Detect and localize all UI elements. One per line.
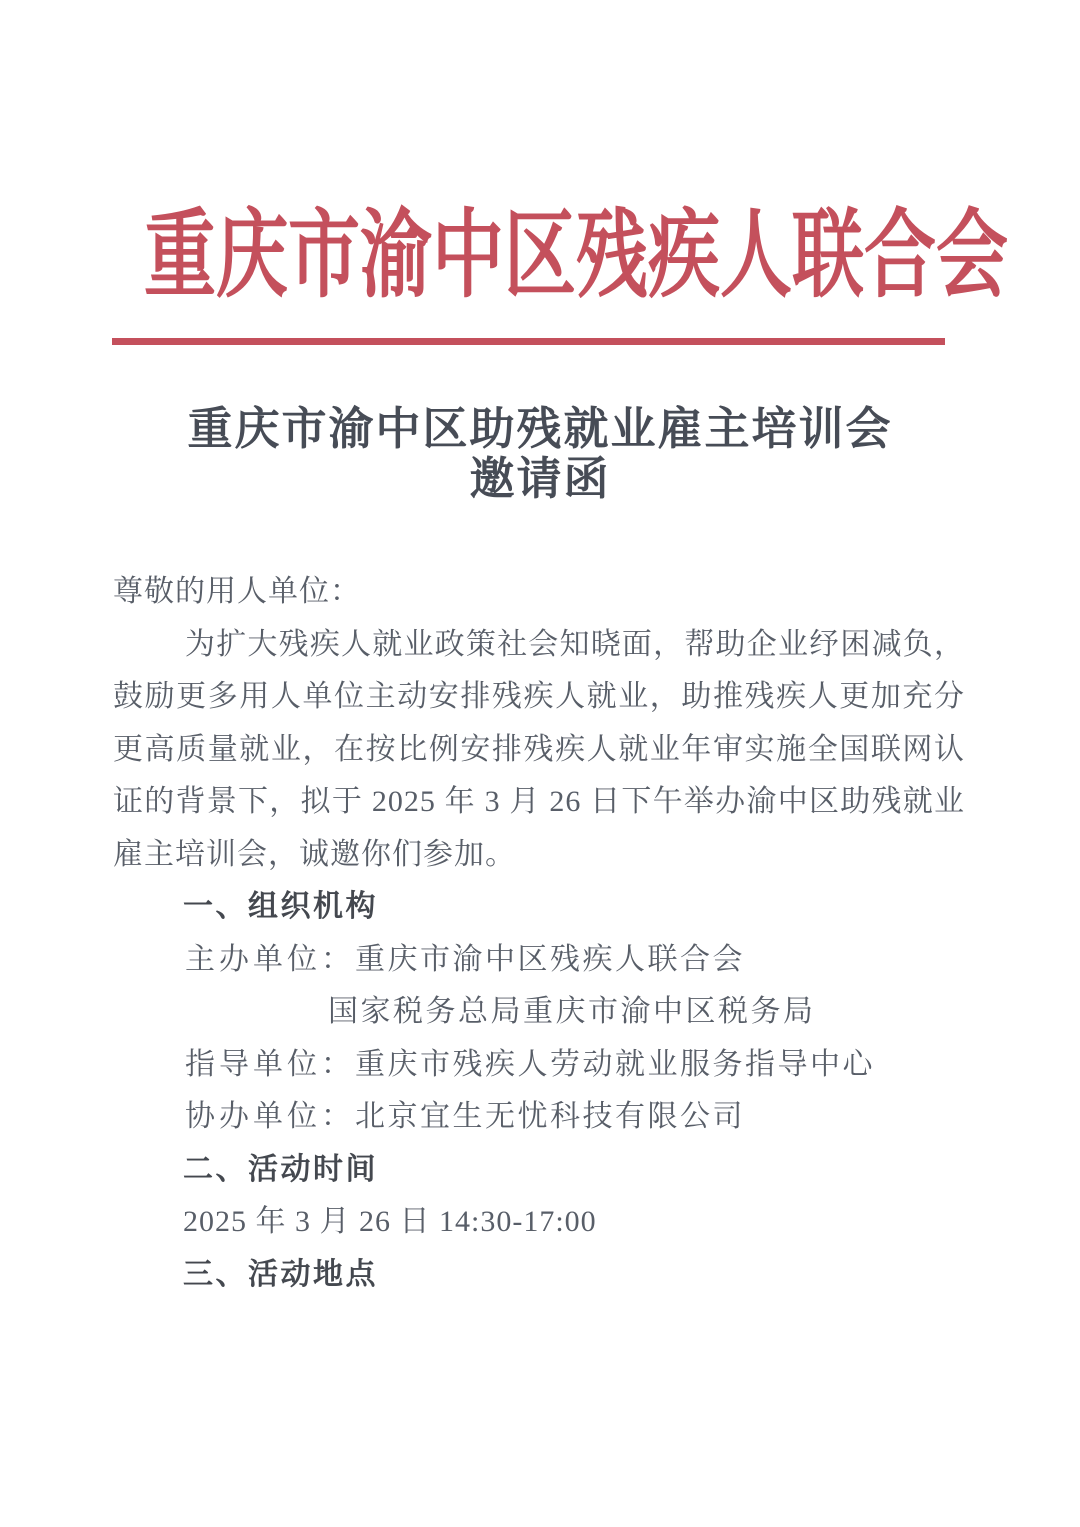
document-title-line1: 重庆市渝中区助残就业雇主培训会 — [187, 404, 893, 454]
organizer-value-coorganizer: 北京宜生无忧科技有限公司 — [355, 1100, 745, 1133]
event-datetime: 2025 年 3 月 26 日 14:30-17:00 — [183, 1205, 597, 1238]
letterhead-divider — [112, 338, 945, 345]
organizer-label-host: 主办单位： — [185, 942, 355, 976]
salutation: 尊敬的用人单位： — [113, 575, 361, 608]
letterhead-title: 重庆市渝中区残疾人联合会 — [144, 202, 1008, 309]
section-heading-organization: 一、组织机构 — [183, 890, 378, 923]
section-heading-location: 三、活动地点 — [183, 1257, 378, 1291]
organizer-value-host2: 国家税务总局重庆市渝中区税务局 — [328, 995, 816, 1028]
document-title-line2: 邀请函 — [469, 454, 611, 504]
document-title — [0, 404, 1080, 504]
document-body — [113, 566, 965, 1301]
organizer-row-coorganizer — [185, 1091, 965, 1144]
organizer-label-host2 — [185, 986, 328, 1039]
organizer-value-guidance: 重庆市残疾人劳动就业服务指导中心 — [355, 1047, 875, 1081]
organizer-row-guidance — [185, 1039, 965, 1092]
organizer-row-host — [185, 934, 965, 987]
organizer-value-host: 重庆市渝中区残疾人联合会 — [355, 942, 745, 976]
body-paragraph: 为扩大残疾人就业政策社会知晓面，帮助企业纾困减负，鼓励更多用人单位主动安排残疾人就业，助推残疾人更加充分更高质量就业，在按比例安排残疾人就业年审实施全国联网认证的背景下，拟于 2025 年 3 月 26 日下午举办渝中区助残就业雇主培训会，诚邀你们参加。 — [113, 627, 965, 871]
organizer-label-coorganizer: 协办单位： — [185, 1100, 355, 1133]
organizer-label-guidance: 指导单位： — [185, 1047, 355, 1081]
organizer-row-host2 — [185, 986, 965, 1039]
letterhead — [0, 202, 1080, 309]
section-heading-time: 二、活动时间 — [183, 1152, 378, 1186]
